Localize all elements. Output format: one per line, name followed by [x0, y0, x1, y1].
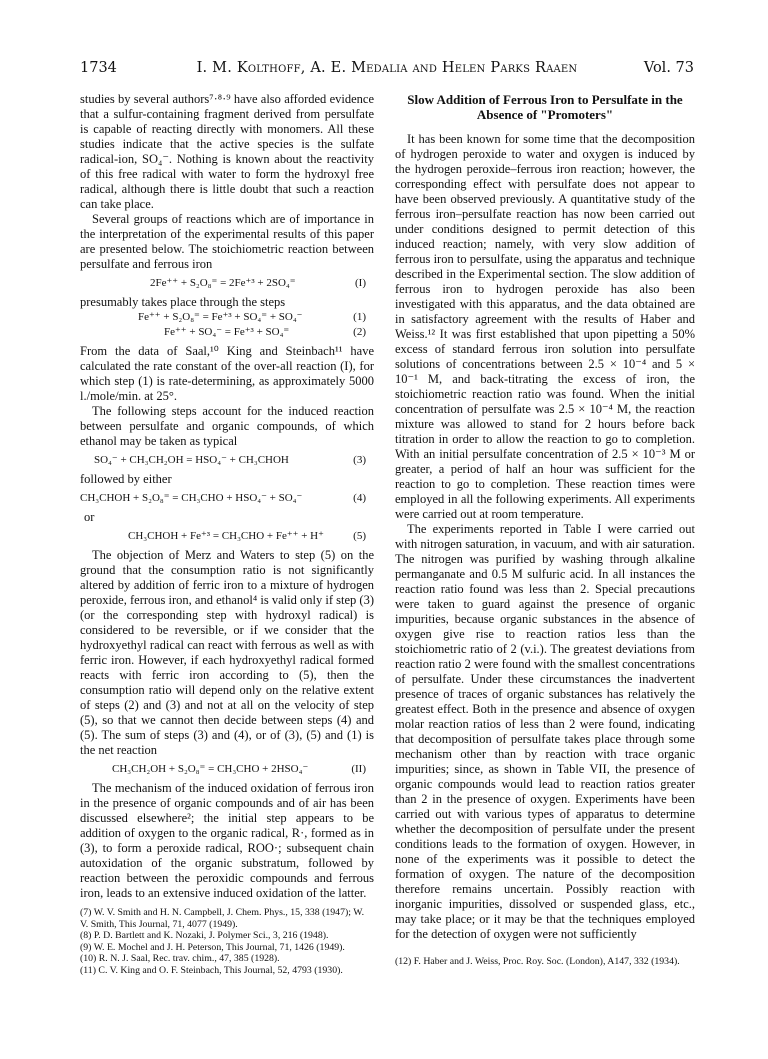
equation-text: Fe⁺⁺ + SO₄⁻ = Fe⁺³ + SO₄⁼: [164, 326, 290, 338]
equation-2: [80, 325, 374, 340]
equation-number: (II): [351, 763, 366, 775]
equation-3: [80, 453, 374, 468]
paragraph: presumably takes place through the steps: [80, 295, 286, 309]
footnote: (7) W. V. Smith and H. N. Campbell, J. Chem. Phys., 15, 338 (1947); W. V. Smith, This Journal, 71, 4077 (1949).: [80, 907, 365, 930]
paragraph: The following steps account for the induced reaction between persulfate and organic compounds, of which ethanol may be taken as typical: [80, 404, 374, 448]
equation-number: (3): [353, 454, 366, 466]
paragraph: The experiments reported in Table I were carried out with nitrogen saturation, in vacuum, and with air saturation. The nitrogen was purified by washing through alkaline permanganate and 0.5 M sulfuric acid. In all instances the reaction ratio found was less than 2. Special precautions were taken to guard against the presence of organic impurities, because organic substances in the absence of oxygen give rise to reaction ratios less than the stoichiometric ratio of 2 (v.i.). The greatest deviations from reaction ratio 2 were found with the smallest concentrations of persulfate. Under these circumstances the inadvertent presence of traces of organic substances has relatively the greatest effect. Both in the presence and absence of oxygen molar reaction ratios of less than 2 were found, indicating that decomposition of persulfate takes place through some mechanism other than by reaction with trace organic impurities; since, as shown in Table VII, the presence of organic compounds would lead to reaction ratios greater than 2 in the presence of oxygen. Experiments have been carried out with various types of apparatus to determine whether the decomposition of persulfate under the present conditions leads to the formation of oxygen. However, in none of the experiments was it possible to detect the formation of oxygen. The nature of the decomposition therefore remains uncertain. Possibly reaction with inorganic impurities, dissolved or suspended glass, etc., may take place; or it may be that the techniques employed for the detection of oxygen were not sufficiently: [395, 522, 695, 941]
equation-text: SO₄⁻ + CH₃CH₂OH = HSO₄⁻ + CH₃CHOH: [94, 454, 289, 466]
footnote: (12) F. Haber and J. Weiss, Proc. Roy. Soc. (London), A147, 332 (1934).: [395, 956, 680, 967]
page-number: 1734: [80, 60, 117, 76]
equation-number: (2): [353, 326, 366, 338]
footnote: (11) C. V. King and O. F. Steinbach, This Journal, 52, 4793 (1930).: [80, 964, 343, 976]
paragraph: Several groups of reactions which are of importance in the interpretation of the experimental results of this paper are presented below. The stoichiometric reaction between persulfate and ferrous iron: [80, 212, 374, 271]
footnotes-right: [395, 956, 695, 968]
equation-number: (I): [355, 277, 366, 289]
paragraph: From the data of Saal,¹⁰ King and Steinbach¹¹ have calculated the rate constant of the over-all reaction (I), for which step (1) is rate-determining, as approximately 5000 l./mole/min. at 25°.: [80, 344, 374, 403]
footnotes-left: [80, 907, 374, 976]
footnote: (8) P. D. Bartlett and K. Nozaki, J. Polymer Sci., 3, 216 (1948).: [80, 930, 329, 941]
paragraph: The mechanism of the induced oxidation of ferrous iron in the presence of organic compounds and of air has been discussed elsewhere²; the initial step appears to be addition of oxygen to the organic radical, R·, formed as in (3), to form a peroxide radical, ROO·; subsequent chain autoxidation of the organic substratum, followed by reaction between the peroxidic compounds and ferrous iron, leads to an extensive induced oxidation of the latter.: [80, 781, 374, 900]
paragraph: It has been known for some time that the decomposition of hydrogen peroxide to water and oxygen is induced by the hydrogen peroxide–ferrous iron reaction; however, the corresponding effect with persulfate does not appear to have been observed previously. A quantitative study of the ferrous iron–persulfate reaction has now been carried out under conditions designed to permit detection of this induced reaction; namely, with very slow addition of ferrous iron to persulfate, using the apparatus and technique described in the Experimental section. The slow addition of ferrous iron to hydrogen peroxide has also been investigated with this apparatus, and the data obtained are in satisfactory agreement with the results of Haber and Weiss.¹² It was first established that upon pipetting a 50% excess of standard ferrous iron solution into persulfate solutions of concentrations between 2.5 × 10⁻⁴ and 5 × 10⁻¹ M, and back-titrating the excess of iron, the stoichiometric reaction ratio was found. When the initial concentration of persulfate was 2.5 × 10⁻⁴ M, the reaction mixture was allowed to stand for 2 hours before back titration in order to allow the reaction to go to completion. With an initial persulfate concentration of 2.5 × 10⁻³ M or greater, a period of half an hour was sufficient for the reaction to go to completion. These reaction times were employed in all the following experiments. All experiments were carried out at room temperature.: [395, 132, 695, 521]
equation-text: Fe⁺⁺ + S₂O₈⁼ = Fe⁺³ + SO₄⁼ + SO₄⁻: [138, 311, 303, 323]
equation-I: [80, 276, 374, 291]
section-title: Slow Addition of Ferrous Iron to Persulfate in the Absence of "Promoters": [407, 92, 683, 122]
equation-II: [80, 762, 374, 777]
footnote: (10) R. N. J. Saal, Rec. trav. chim., 47, 385 (1928).: [80, 953, 280, 964]
equation-4: [80, 491, 374, 506]
equation-text: 2Fe⁺⁺ + S₂O₈⁼ = 2Fe⁺³ + 2SO₄⁼: [150, 277, 296, 289]
equation-number: (1): [353, 311, 366, 323]
header-volume: Vol. 73: [643, 60, 694, 76]
equation-text: CH₃CHOH + Fe⁺³ = CH₃CHO + Fe⁺⁺ + H⁺: [128, 530, 324, 542]
equation-number: (4): [353, 492, 366, 504]
equation-text: CH₃CHOH + S₂O₈⁼ = CH₃CHO + HSO₄⁻ + SO₄⁻: [80, 492, 303, 504]
right-column: [395, 92, 695, 968]
running-header: [80, 60, 694, 80]
or-word: or: [84, 510, 95, 524]
footnote: (9) W. E. Mochel and J. H. Peterson, This Journal, 71, 1426 (1949).: [80, 941, 345, 953]
equation-5: [80, 529, 374, 544]
equation-text: CH₃CH₂OH + S₂O₈⁼ = CH₃CHO + 2HSO₄⁻: [112, 763, 309, 775]
left-column: [80, 92, 374, 976]
paragraph: The objection of Merz and Waters to step (5) on the ground that the consumption ratio is not significantly altered by addition of ferric iron to a mixture of hydrogen peroxide, ferrous iron, and ethanol⁴ is valid only if step (3) (or the corresponding step with hydroxyl radical) is considered to be reversible, or if we consider that the hydroxyethyl radical can react with ferrous as well as with ferric iron. However, if each hydroxyethyl radical formed reacts with ferric iron according to (5), then the consumption ratio will depend only on the relative extent of steps (2) and (3) and not at all on the velocity of step (5), so that we cannot then decide between steps (4) and (5). The sum of steps (3) and (4), or of (3), (5) and (1) is the net reaction: [80, 548, 374, 757]
equation-number: (5): [353, 530, 366, 542]
paragraph: followed by either: [80, 472, 172, 486]
header-authors: I. M. Kolthoff, A. E. Medalia and Helen Parks Raaen: [196, 60, 578, 76]
paragraph: studies by several authors⁷·⁸·⁹ have also afforded evidence that a sulfur-containing fragment derived from persulfate is capable of reacting directly with monomers. All these studies indicate that the active species is the sulfate radical-ion, SO₄⁻. Nothing is known about the reactivity of this free radical with water to form the hydroxyl free radical, although there is little doubt that such a reaction can take place.: [80, 92, 374, 211]
equation-1: [80, 310, 374, 325]
